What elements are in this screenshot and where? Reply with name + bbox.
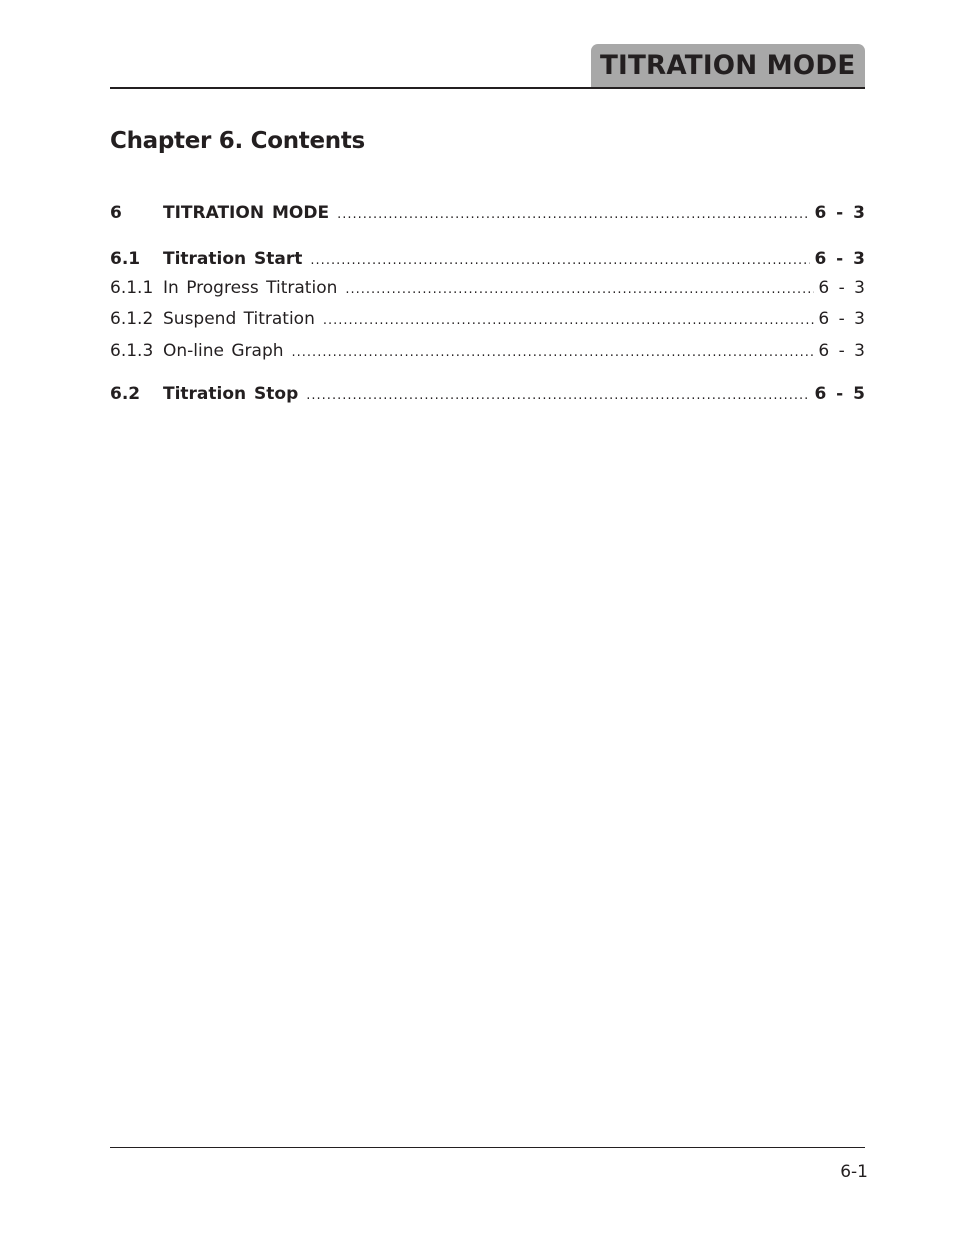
- toc-entry-title: In Progress Titration: [163, 278, 338, 298]
- toc-entry-page: 6 - 3: [814, 203, 865, 223]
- toc-entry-number: 6: [110, 203, 122, 223]
- toc-entry-title: Suspend Titration: [163, 309, 315, 329]
- toc-entry-number: 6.1: [110, 249, 141, 269]
- toc-entry-title: TITRATION MODE: [163, 203, 330, 223]
- toc-entry-page: 6 - 3: [818, 309, 865, 329]
- toc-dot-leader: [345, 278, 814, 302]
- toc-entry-6-1-3[interactable]: [110, 339, 865, 363]
- toc-entry-page: 6 - 3: [814, 249, 865, 269]
- toc-dot-leader: [292, 341, 815, 365]
- footer-divider: [110, 1147, 865, 1148]
- header-divider: [110, 87, 865, 89]
- chapter-header-tab: [591, 44, 865, 87]
- toc-entry-6-1-2[interactable]: [110, 307, 865, 331]
- toc-entry-6-1[interactable]: [110, 247, 865, 271]
- toc-entry-page: 6 - 3: [818, 341, 865, 361]
- page-number: 6-1: [840, 1162, 868, 1182]
- toc-entry-number: 6.1.1: [110, 278, 154, 298]
- toc-entry-number: 6.1.2: [110, 309, 154, 329]
- chapter-header-title: TITRATION MODE: [600, 50, 856, 81]
- toc-dot-leader: [306, 384, 810, 408]
- toc-entry-title: On-line Graph: [163, 341, 284, 361]
- toc-entry-6[interactable]: [110, 201, 865, 225]
- toc-entry-page: 6 - 5: [814, 384, 865, 404]
- toc-dot-leader: [323, 309, 815, 333]
- toc-entry-page: 6 - 3: [818, 278, 865, 298]
- toc-entry-title: Titration Start: [163, 249, 303, 269]
- toc-dot-leader: [337, 203, 810, 227]
- page-title: Chapter 6. Contents: [110, 128, 365, 154]
- toc-dot-leader: [310, 249, 810, 273]
- toc-entry-number: 6.2: [110, 384, 141, 404]
- toc-entry-title: Titration Stop: [163, 384, 299, 404]
- toc-entry-6-1-1[interactable]: [110, 276, 865, 300]
- toc-entry-number: 6.1.3: [110, 341, 154, 361]
- toc-entry-6-2[interactable]: [110, 382, 865, 406]
